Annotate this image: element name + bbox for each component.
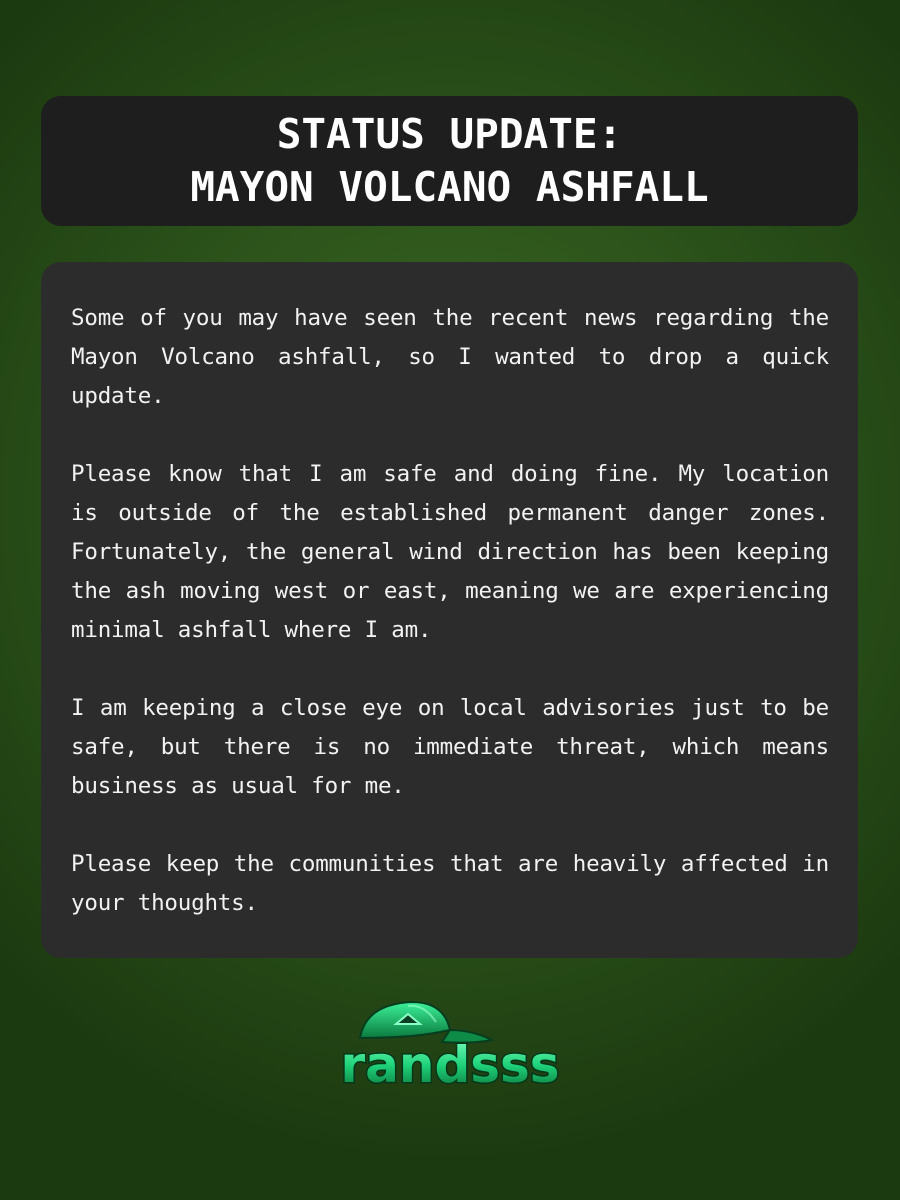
logo-graphic: [322, 996, 578, 1096]
paragraph-intro: Some of you may have seen the recent news regarding the Mayon Volcano ashfall, so I wanted to drop a quick update.: [71, 305, 829, 409]
randsss-logo: [322, 996, 578, 1096]
paragraph-safety: Please know that I am safe and doing fine. My location is outside of the established permanent danger zones. Fortunately, the general wind direction has been keeping the ash moving west or east, meaning we are experiencing minimal ashfall where I am.: [71, 461, 829, 643]
title-panel: [41, 96, 858, 226]
paragraph-closing: Please keep the communities that are heavily affected in your thoughts.: [71, 851, 829, 916]
logo-wordmark: randsss: [340, 1036, 560, 1094]
title-line-1: STATUS UPDATE:: [276, 110, 623, 158]
message-panel: [41, 262, 858, 958]
paragraph-advisories: I am keeping a close eye on local advisories just to be safe, but there is no immediate threat, which means business as usual for me.: [71, 695, 829, 799]
title-line-2: MAYON VOLCANO ASHFALL: [190, 163, 709, 211]
